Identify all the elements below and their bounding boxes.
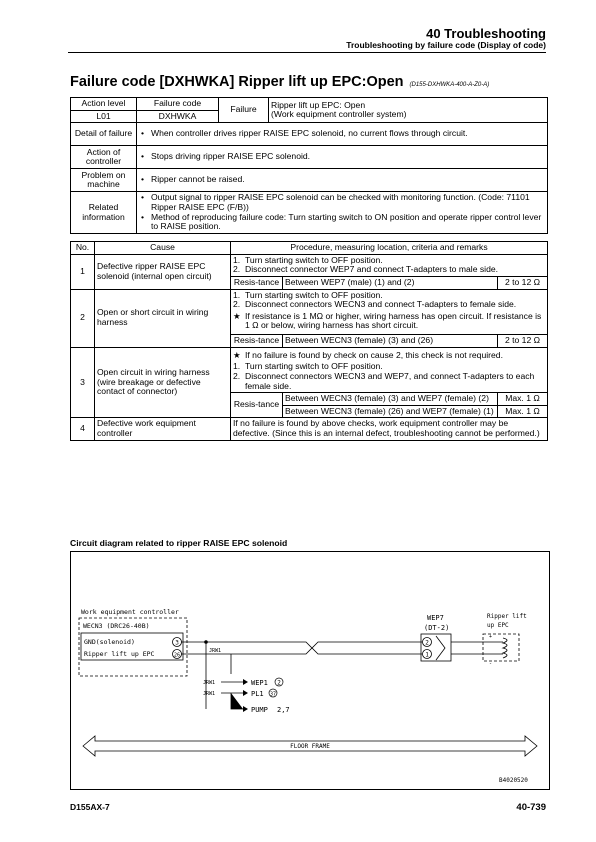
- failure-desc: [269, 98, 548, 123]
- related-item-1: • Output signal to ripper RAISE EPC solenoid can be checked with monitoring function. (Code: 71101 Ripper RAISE EPC (F/B)): [151, 193, 545, 212]
- doc-code: (D155-DXHWKA-400-A-Z0-A): [409, 82, 490, 88]
- wep7-type: (DT-2): [424, 624, 450, 632]
- value-3b: Max. 1 Ω: [498, 405, 548, 418]
- circuit-svg: [71, 552, 549, 789]
- step-1-2: 2. Disconnect connector WEP7 and connect T-adapters to male side.: [233, 264, 499, 275]
- cause-3: [95, 347, 231, 418]
- resistance-label-1: Resis-tance: [231, 276, 283, 289]
- branch-wep1: WEP1: [251, 679, 268, 687]
- related-item-2: • Method of reproducing failure code: Turn starting switch to ON position and operate ripper control lever to RAISE position.: [151, 213, 545, 232]
- ripper-epc-line2: up EPC: [487, 622, 509, 629]
- subsection-title: Troubleshooting by failure code (Display of code): [346, 40, 546, 50]
- wep7-pin2: 2: [425, 639, 429, 647]
- arrow-3: [243, 706, 248, 712]
- cause-3-line1: Open circuit in wiring harness: [97, 367, 210, 378]
- measure-1: Between WEP7 (male) (1) and (2): [283, 276, 498, 289]
- cause-no-3: 3: [71, 347, 95, 418]
- failure-line1: Ripper lift up EPC: Open: [271, 99, 366, 110]
- measure-3a: Between WECN3 (female) (3) and WEP7 (female) (2): [283, 393, 498, 406]
- related-label: Related information: [71, 192, 137, 234]
- resistance-label-2: Resis-tance: [231, 335, 283, 348]
- wep7-wires-out: [451, 642, 503, 654]
- note-2: ★ If resistance is 1 MΩ or higher, wiring harness has open circuit. If resistance is 1 Ω or below, wiring harness has short circuit.: [233, 310, 542, 331]
- problem-text: • Ripper cannot be raised.: [151, 175, 545, 185]
- pin-gnd-label: GND(solenoid): [84, 638, 135, 646]
- branch-pump: PUMP: [251, 706, 268, 714]
- value-1: 2 to 12 Ω: [498, 276, 548, 289]
- procedure-4: If no failure is found by above checks, work equipment controller may be defective. (Since this is an internal defect, troubleshooting cannot be performed.): [231, 418, 548, 440]
- arrow-1: [243, 679, 248, 685]
- failure-code-value: DXHWKA: [137, 110, 219, 123]
- solenoid-minus: -: [489, 661, 493, 667]
- cause-no-1: 1: [71, 254, 95, 289]
- pin-3-no: 3: [175, 639, 179, 647]
- cause-2: Open or short circuit in wiring harness: [95, 289, 231, 347]
- measure-3b: Between WECN3 (female) (26) and WEP7 (female) (1): [283, 405, 498, 418]
- cause-3-line2: (wire breakage or defective contact of connector): [97, 376, 201, 397]
- footer-page: 40-739: [516, 802, 546, 813]
- wep7-chevron: [436, 636, 445, 660]
- header-procedure: Procedure, measuring location, criteria and remarks: [231, 242, 548, 255]
- problem-label: Problem on machine: [71, 169, 137, 192]
- step-2-1: 1. Turn starting switch to OFF position.: [233, 289, 383, 300]
- action-text: • Stops driving ripper RAISE EPC solenoid.: [151, 152, 545, 162]
- info-table: [70, 97, 548, 234]
- header-no: No.: [71, 242, 95, 255]
- value-2: 2 to 12 Ω: [498, 335, 548, 348]
- page-title: [70, 74, 489, 90]
- title-text: Failure code [DXHWKA] Ripper lift up EPC:Open: [70, 74, 404, 90]
- controller-label: Work equipment controller: [81, 608, 179, 616]
- pin-26-no: 26: [173, 652, 181, 659]
- resistance-label-3: Resis-tance: [231, 393, 283, 418]
- note-3: ★ If no failure is found by check on cause 2, this check is not required.: [233, 349, 503, 360]
- cause-1: Defective ripper RAISE EPC solenoid (internal open circuit): [95, 254, 231, 289]
- cause-4: Defective work equipment controller: [95, 418, 231, 440]
- diagram-title: Circuit diagram related to ripper RAISE EPC solenoid: [70, 538, 288, 548]
- branch-lines: [221, 682, 243, 709]
- cause-no-4: 4: [71, 418, 95, 440]
- failure-code-label: Failure code: [137, 98, 219, 111]
- junction-1: [204, 640, 208, 644]
- circuit-diagram: [70, 551, 550, 790]
- header-cause: Cause: [95, 242, 231, 255]
- arrow-2: [243, 690, 248, 696]
- causes-table: [70, 241, 548, 441]
- pin-lift-label: Ripper lift up EPC: [84, 650, 155, 658]
- jrw-label-2: JRW1: [203, 680, 216, 686]
- action-label: Action of controller: [71, 146, 137, 169]
- wep7-wires-in: [397, 642, 422, 654]
- branch-pl1: PL1: [251, 690, 264, 698]
- step-3-2: 2. Disconnect connectors WECN3 and WEP7, and connect T-adapters to each female side.: [233, 370, 535, 391]
- figure-code: B4020520: [499, 777, 528, 784]
- jrw-label-3: JRW1: [203, 691, 216, 697]
- header-rule: [68, 52, 546, 53]
- wep7-pin1: 1: [425, 651, 429, 659]
- connector-label: WECN3 (DRC26-40B): [83, 622, 150, 630]
- solenoid-coil-icon: [503, 638, 507, 658]
- action-level-label: Action level: [71, 98, 137, 111]
- pl1-pin: 37: [269, 691, 277, 698]
- step-2-2: 2. Disconnect connectors WECN3 and connect T-adapters to female side.: [233, 299, 517, 310]
- action-level-value: L01: [71, 110, 137, 123]
- measure-2: Between WECN3 (female) (3) and (26): [283, 335, 498, 348]
- ripper-epc-line1: Ripper lift: [487, 613, 527, 620]
- wep7-label: WEP7: [427, 614, 444, 622]
- floor-frame-label: FLOOR FRAME: [290, 743, 330, 750]
- detail-label: Detail of failure: [71, 123, 137, 146]
- failure-label: Failure: [219, 98, 269, 123]
- failure-line2: (Work equipment controller system): [271, 109, 407, 120]
- solenoid-plus: +: [489, 634, 493, 640]
- footer-model: D155AX-7: [70, 802, 110, 812]
- step-1-1: 1. Turn starting switch to OFF position.: [233, 254, 383, 265]
- wep1-pin: 2: [277, 679, 281, 687]
- pump-pins: 2,7: [277, 706, 290, 714]
- jrw-label: JRW1: [209, 648, 222, 654]
- step-3-1: 1. Turn starting switch to OFF position.: [233, 361, 383, 372]
- cause-no-2: 2: [71, 289, 95, 347]
- detail-text: • When controller drives ripper RAISE EPC solenoid, no current flows through circuit.: [151, 129, 545, 139]
- section-title: 40 Troubleshooting: [426, 26, 546, 41]
- branch-line-3: [231, 693, 243, 709]
- value-3a: Max. 1 Ω: [498, 393, 548, 406]
